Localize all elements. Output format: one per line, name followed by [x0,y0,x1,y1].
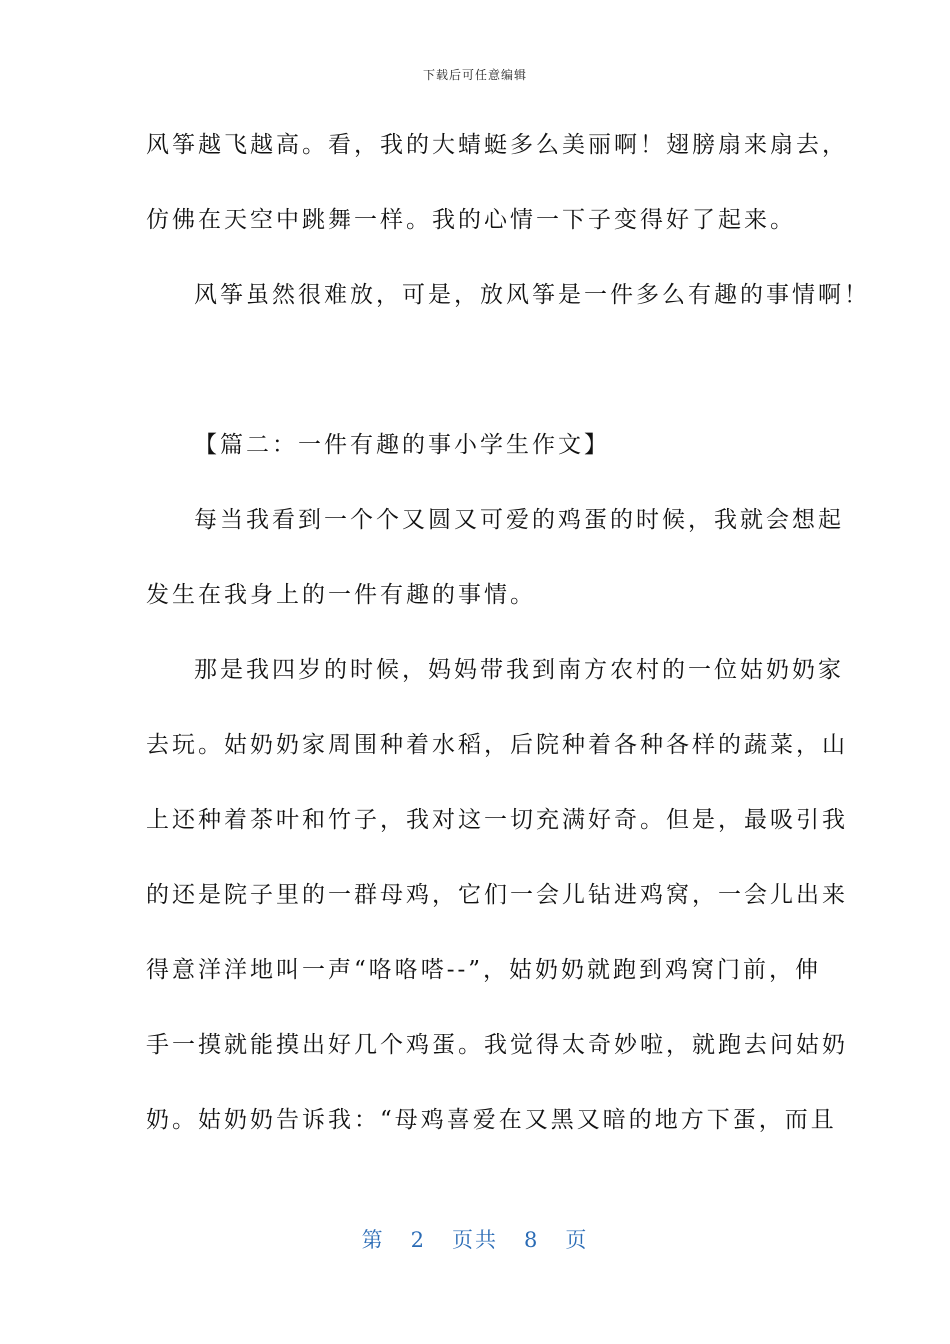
paragraph-line: 去玩。姑奶奶家周围种着水稻，后院种着各种各样的蔬菜，山 [146,732,848,758]
paragraph-line: 风筝越飞越高。看，我的大蜻蜓多么美丽啊！翅膀扇来扇去， [146,132,848,158]
paragraph-line: 仿佛在天空中跳舞一样。我的心情一下子变得好了起来。 [146,207,796,233]
paragraph-line: 奶。姑奶奶告诉我：“母鸡喜爱在又黑又暗的地方下蛋，而且 [146,1107,837,1133]
paragraph-line: 发生在我身上的一件有趣的事情。 [146,582,536,608]
paragraph-line: 手一摸就能摸出好几个鸡蛋。我觉得太奇妙啦，就跑去问姑奶 [146,1032,848,1058]
page-suffix: 页 [565,1228,589,1252]
page-middle-text: 页共 [452,1228,498,1252]
paragraph-line: 上还种着茶叶和竹子，我对这一切充满好奇。但是，最吸引我 [146,807,848,833]
page-header-note: 下载后可任意编辑 [422,68,527,82]
section-gap [146,351,806,426]
paragraph-line: 得意洋洋地叫一声“咯咯嗒--”，姑奶奶就跑到鸡窝门前，伸 [146,957,822,983]
current-page-number: 2 [410,1228,426,1252]
total-pages-number: 8 [524,1228,540,1252]
page-prefix: 第 [361,1228,385,1252]
paragraph-line: 那是我四岁的时候，妈妈带我到南方农村的一位姑奶奶家 [194,657,844,683]
paragraph-line: 的还是院子里的一群母鸡，它们一会儿钻进鸡窝，一会儿出来 [146,882,848,908]
paragraph-line: 风筝虽然很难放，可是，放风筝是一件多么有趣的事情啊！ [194,282,870,308]
paragraph-line: 每当我看到一个个又圆又可爱的鸡蛋的时候，我就会想起 [194,507,844,533]
section-heading: 【篇二：一件有趣的事小学生作文】 [194,432,610,458]
document-body [146,126,870,1176]
page-number-footer [0,1224,950,1254]
